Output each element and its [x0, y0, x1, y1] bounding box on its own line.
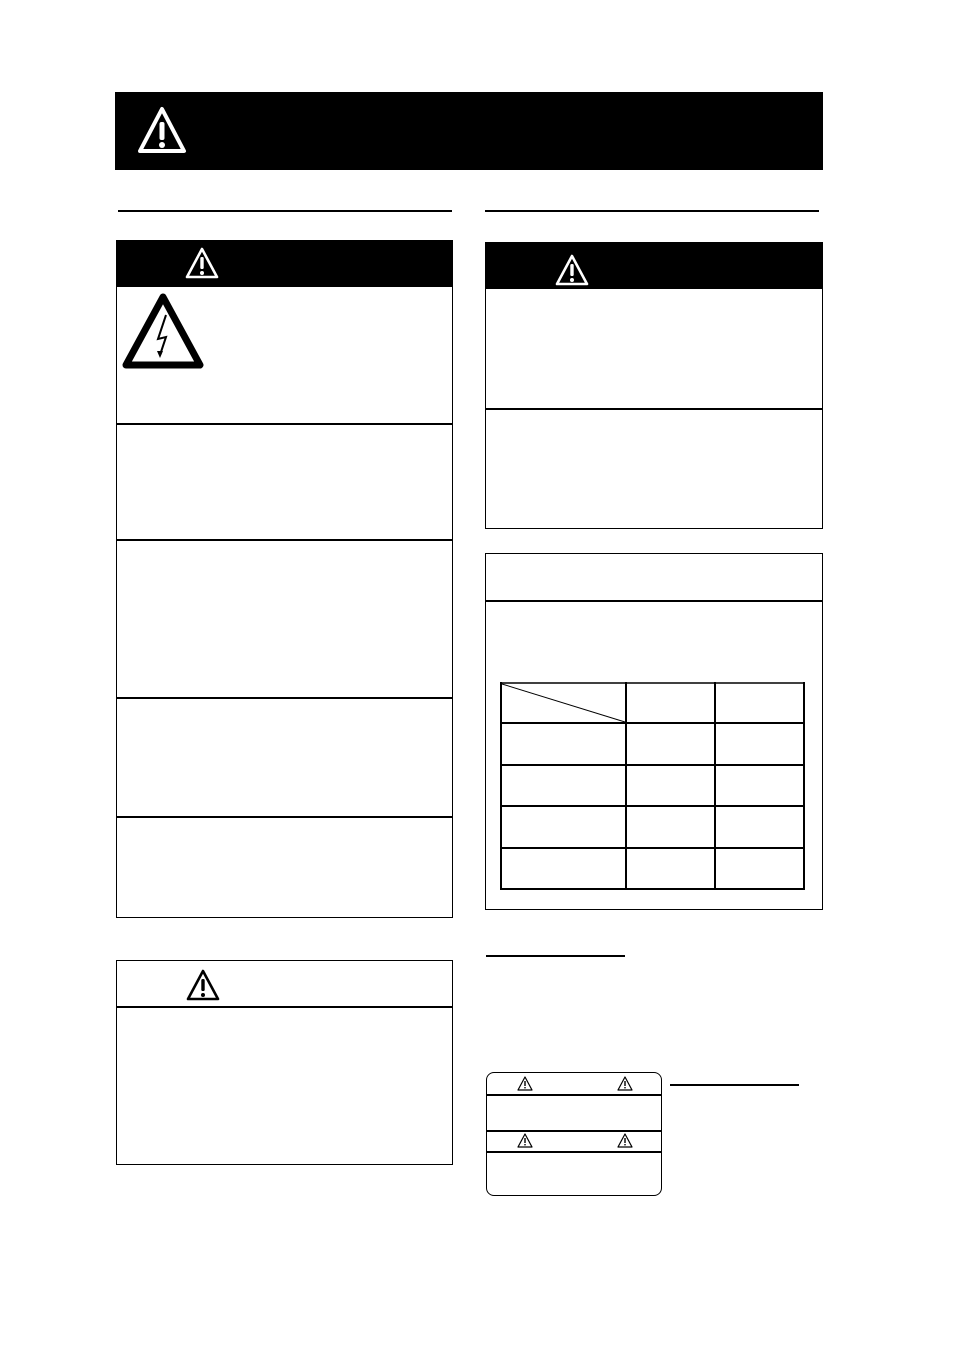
electric-shock-warning-icon	[122, 293, 204, 369]
warning-triangle-icon	[617, 1076, 633, 1091]
warning-triangle-icon	[137, 106, 187, 154]
warning-triangle-icon	[517, 1133, 533, 1148]
warning-box-header	[486, 243, 822, 289]
label-name-rule	[670, 1084, 799, 1086]
warning-triangle-icon	[185, 247, 219, 279]
section-divider	[117, 423, 452, 425]
warning-triangle-icon	[517, 1076, 533, 1091]
distance-table	[500, 682, 805, 890]
warning-triangle-icon	[186, 969, 220, 1001]
right-warning-box	[485, 242, 823, 529]
left-caution-box	[116, 960, 453, 1165]
safety-header-bar	[115, 92, 823, 170]
warning-label-sticker	[486, 1072, 662, 1196]
label-heading-rule	[486, 955, 625, 957]
section-divider	[117, 697, 452, 699]
warning-triangle-icon	[555, 254, 589, 286]
label-divider	[487, 1130, 661, 1132]
label-divider	[487, 1094, 661, 1096]
compass-safe-distance-box	[485, 553, 823, 910]
left-warning-box	[116, 240, 453, 918]
caution-header-divider	[117, 1006, 452, 1008]
section-divider	[117, 539, 452, 541]
section-divider	[486, 408, 822, 410]
right-heading-rule	[485, 210, 819, 212]
warning-triangle-icon	[617, 1133, 633, 1148]
section-divider	[117, 816, 452, 818]
box-header-divider	[486, 600, 822, 602]
warning-box-header	[117, 241, 452, 287]
label-divider	[487, 1151, 661, 1153]
left-heading-rule	[118, 210, 452, 212]
